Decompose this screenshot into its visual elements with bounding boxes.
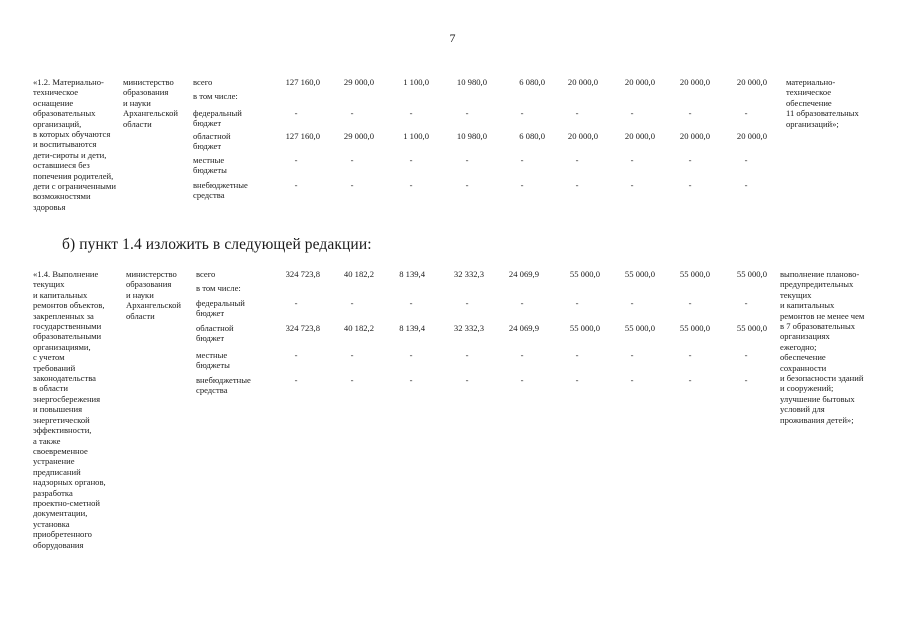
page-number: 7	[449, 31, 456, 45]
empty-value-dash: -	[465, 108, 469, 118]
value-cell: 6 080,0	[519, 131, 545, 141]
empty-value-dash: -	[575, 350, 579, 360]
empty-value-dash: -	[350, 350, 354, 360]
empty-value-dash: -	[350, 108, 354, 118]
value-cell: 29 000,0	[343, 131, 374, 141]
source-including-label: в том числе:	[196, 283, 241, 293]
empty-value-dash: -	[744, 350, 748, 360]
value-cell: 55 000,0	[736, 323, 767, 333]
value-cell: 29 000,0	[343, 77, 374, 87]
empty-value-dash: -	[688, 108, 692, 118]
source-federal-label: федеральный бюджет	[193, 108, 242, 129]
value-cell: 10 980,0	[456, 77, 487, 87]
value-cell: 1 100,0	[403, 77, 429, 87]
empty-value-dash: -	[575, 375, 579, 385]
empty-value-dash: -	[520, 108, 524, 118]
empty-value-dash: -	[409, 155, 413, 165]
empty-value-dash: -	[744, 298, 748, 308]
empty-value-dash: -	[465, 375, 469, 385]
empty-value-dash: -	[520, 180, 524, 190]
empty-value-dash: -	[575, 298, 579, 308]
item-description: «1.4. Выполнение текущих и капитальных ремонтов объектов, закрепленных за государственными образовательными организациями, с учетом требований законодательства в области энергосбережения и повышения энергетической эффективности, а также своевременное устранение предписаний надзорных органов, разработка проектно-сметной документации, установка приобретенного оборудования	[33, 269, 106, 550]
empty-value-dash: -	[688, 350, 692, 360]
source-regional-label: областной бюджет	[193, 131, 231, 152]
value-cell: 324 723,8	[285, 323, 320, 333]
empty-value-dash: -	[350, 375, 354, 385]
value-cell: 1 100,0	[403, 131, 429, 141]
value-cell: 20 000,0	[567, 131, 598, 141]
empty-value-dash: -	[575, 108, 579, 118]
value-cell: 8 139,4	[399, 269, 425, 279]
source-federal-label: федеральный бюджет	[196, 298, 245, 319]
empty-value-dash: -	[465, 298, 469, 308]
value-cell: 20 000,0	[567, 77, 598, 87]
value-cell: 6 080,0	[519, 77, 545, 87]
value-cell: 324 723,8	[285, 269, 320, 279]
expected-result: выполнение планово- предупредительных текущих и капитальных ремонтов не менее чем в 7 образовательных организациях ежегодно; обеспечение сохранности и безопасности зданий и сооружений; улучшение бытовых условий для проживания детей»;	[780, 269, 865, 425]
empty-value-dash: -	[465, 180, 469, 190]
value-cell: 40 182,2	[343, 269, 374, 279]
expected-result: материально- техническое обеспечение 11 образовательных организаций»;	[786, 77, 859, 129]
executor: министерство образования и науки Архангельской области	[126, 269, 181, 321]
empty-value-dash: -	[688, 155, 692, 165]
source-total-label: всего	[193, 77, 213, 87]
value-cell: 127 160,0	[285, 131, 320, 141]
empty-value-dash: -	[630, 108, 634, 118]
source-local-label: местные бюджеты	[196, 350, 230, 371]
empty-value-dash: -	[630, 298, 634, 308]
value-cell: 8 139,4	[399, 323, 425, 333]
empty-value-dash: -	[744, 375, 748, 385]
value-cell: 40 182,2	[343, 323, 374, 333]
empty-value-dash: -	[294, 298, 298, 308]
source-local-label: местные бюджеты	[193, 155, 227, 176]
empty-value-dash: -	[630, 350, 634, 360]
value-cell: 32 332,3	[453, 323, 484, 333]
value-cell: 20 000,0	[736, 131, 767, 141]
empty-value-dash: -	[350, 155, 354, 165]
empty-value-dash: -	[575, 180, 579, 190]
source-extra-label: внебюджетные средства	[193, 180, 248, 201]
empty-value-dash: -	[520, 155, 524, 165]
empty-value-dash: -	[294, 180, 298, 190]
empty-value-dash: -	[350, 180, 354, 190]
empty-value-dash: -	[575, 155, 579, 165]
empty-value-dash: -	[520, 375, 524, 385]
value-cell: 20 000,0	[736, 77, 767, 87]
empty-value-dash: -	[409, 350, 413, 360]
section-heading: б) пункт 1.4 изложить в следующей редакции:	[62, 236, 372, 253]
value-cell: 55 000,0	[679, 323, 710, 333]
value-cell: 24 069,9	[508, 269, 539, 279]
empty-value-dash: -	[688, 298, 692, 308]
value-cell: 24 069,9	[508, 323, 539, 333]
value-cell: 10 980,0	[456, 131, 487, 141]
empty-value-dash: -	[409, 180, 413, 190]
empty-value-dash: -	[744, 180, 748, 190]
empty-value-dash: -	[409, 298, 413, 308]
empty-value-dash: -	[409, 108, 413, 118]
source-including-label: в том числе:	[193, 91, 238, 101]
value-cell: 20 000,0	[624, 131, 655, 141]
source-regional-label: областной бюджет	[196, 323, 234, 344]
empty-value-dash: -	[294, 108, 298, 118]
empty-value-dash: -	[630, 375, 634, 385]
value-cell: 32 332,3	[453, 269, 484, 279]
value-cell: 55 000,0	[624, 323, 655, 333]
executor: министерство образования и науки Архангельской области	[123, 77, 178, 129]
value-cell: 20 000,0	[624, 77, 655, 87]
empty-value-dash: -	[744, 108, 748, 118]
empty-value-dash: -	[688, 375, 692, 385]
value-cell: 55 000,0	[569, 269, 600, 279]
empty-value-dash: -	[465, 350, 469, 360]
value-cell: 20 000,0	[679, 77, 710, 87]
value-cell: 55 000,0	[569, 323, 600, 333]
empty-value-dash: -	[630, 180, 634, 190]
value-cell: 55 000,0	[624, 269, 655, 279]
empty-value-dash: -	[409, 375, 413, 385]
source-extra-label: внебюджетные средства	[196, 375, 251, 396]
item-description: «1.2. Материально- техническое оснащение образовательных организаций, в которых обучаются и воспитываются дети-сироты и дети, оставшиеся без попечения родителей, дети с ограниченными возможностями здоровья	[33, 77, 116, 212]
value-cell: 55 000,0	[679, 269, 710, 279]
empty-value-dash: -	[294, 155, 298, 165]
value-cell: 20 000,0	[679, 131, 710, 141]
value-cell: 127 160,0	[285, 77, 320, 87]
value-cell: 55 000,0	[736, 269, 767, 279]
empty-value-dash: -	[465, 155, 469, 165]
empty-value-dash: -	[294, 375, 298, 385]
empty-value-dash: -	[630, 155, 634, 165]
empty-value-dash: -	[520, 350, 524, 360]
source-total-label: всего	[196, 269, 216, 279]
empty-value-dash: -	[294, 350, 298, 360]
empty-value-dash: -	[520, 298, 524, 308]
empty-value-dash: -	[350, 298, 354, 308]
empty-value-dash: -	[744, 155, 748, 165]
empty-value-dash: -	[688, 180, 692, 190]
